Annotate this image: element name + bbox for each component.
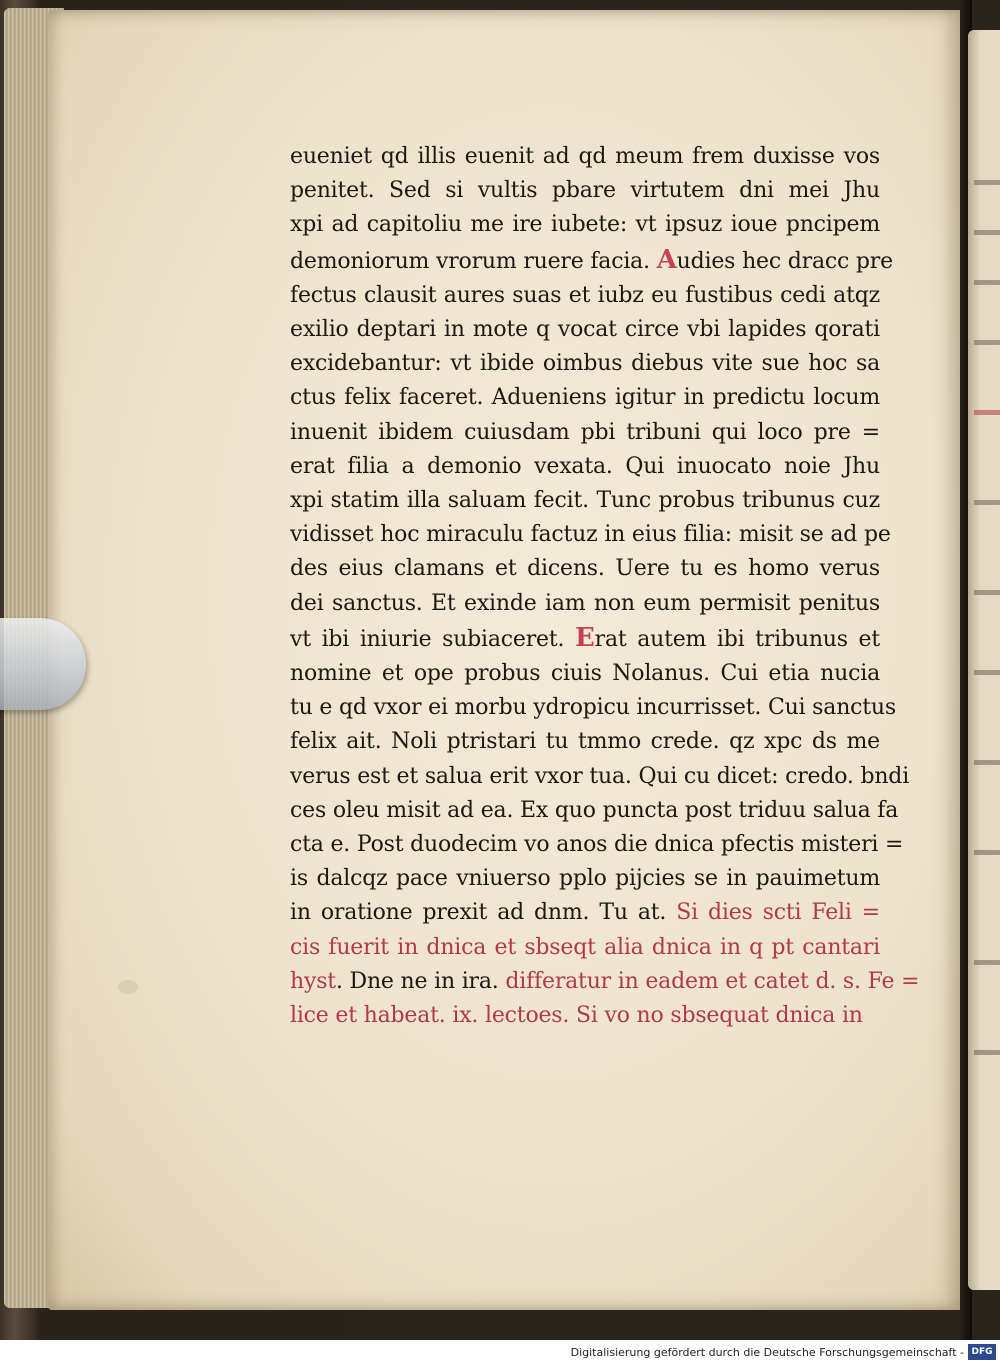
dfg-logo-icon: DFG: [968, 1344, 996, 1360]
text-line: [290, 518, 891, 552]
text-segment: ctus felix faceret. Adueniens igitur in predictu locum: [290, 385, 880, 411]
footer-bar: [0, 1340, 1000, 1365]
text-segment: ces oleu misit ad ea. Ex quo puncta post triduu salua fa: [290, 797, 899, 823]
text-segment: erat filia a demonio vexata. Qui inuocato noie Jhu: [290, 453, 880, 479]
text-segment: . Dne ne in ira.: [335, 968, 506, 994]
rubric-text: lice et habeat. ix. lectoes. Si vo no sbsequat dnica in: [290, 1003, 863, 1029]
text-segment: inuenit ibidem cuiusdam pbi tribuni qui loco pre =: [290, 419, 880, 445]
text-segment: verus est et salua erit vxor tua. Qui cu dicet: credo. bndi: [290, 763, 910, 789]
text-segment: eueniet qd illis euenit ad qd meum frem duxisse vos: [290, 144, 880, 169]
text-line: [290, 416, 880, 450]
text-segment: is dalcqz pace vniuerso pplo pijcies se in pauimetum: [290, 866, 880, 892]
text-line: [290, 828, 904, 862]
rubricated-initial: A: [656, 244, 677, 275]
text-segment: rat autem ibi tribunus et: [594, 626, 881, 652]
text-segment: exilio deptari in mote q vocat circe vbi lapides qorati: [290, 317, 880, 343]
text-segment: xpi statim illa saluam fecit. Tunc probus tribunus cuz: [290, 488, 880, 514]
text-line: [290, 347, 880, 381]
page-text: [290, 140, 920, 1033]
text-segment: udies hec dracc pre: [676, 248, 893, 274]
text-line: [290, 279, 880, 313]
text-line: [290, 381, 880, 415]
text-line: [290, 313, 880, 347]
text-line: [290, 862, 880, 896]
text-segment: excidebantur: vt ibide oimbus diebus vite sue hoc sa: [290, 351, 880, 377]
text-segment: penitet. Sed si vultis pbare virtutem dni mei Jhu: [290, 178, 880, 204]
text-segment: nomine et ope probus ciuis Nolanus. Cui etia nucia: [290, 661, 880, 687]
paper-stain: [118, 980, 138, 994]
text-segment: fectus clausit aures suas et iubz eu fustibus cedi atqz: [290, 282, 880, 308]
text-line: [290, 760, 910, 794]
text-line: [290, 621, 880, 657]
text-segment: demoniorum vrorum ruere facia.: [290, 248, 657, 274]
text-line: [290, 999, 880, 1033]
text-line: [290, 174, 880, 208]
text-line: [290, 243, 893, 279]
text-line: [290, 657, 880, 691]
text-segment: xpi ad capitoliu me ire iubete: vt ipsuz ioue pncipem: [290, 212, 880, 238]
text-line: [290, 794, 899, 828]
rubric-text: hyst: [290, 968, 336, 994]
text-segment: tu e qd vxor ei morbu ydropicu incurrisset. Cui sanctus: [290, 695, 896, 721]
text-segment: dei sanctus. Et exinde iam non eum permisit penitus: [290, 590, 880, 616]
text-line: [290, 587, 880, 621]
text-segment: des eius clamans et dicens. Uere tu es homo verus: [290, 556, 880, 582]
text-segment: felix ait. Noli ptristari tu tmmo crede. qz xpc ds me: [290, 729, 880, 755]
funding-notice: Digitalisierung gefördert durch die Deutsche Forschungsgemeinschaft -: [570, 1346, 964, 1359]
text-segment: cta e. Post duodecim vo anos die dnica pfectis misteri =: [290, 832, 904, 858]
text-line: [290, 691, 896, 725]
text-line: [290, 896, 880, 930]
text-line: [290, 552, 880, 586]
rubric-text: Si dies scti Feli =: [676, 900, 880, 926]
text-line: [290, 484, 880, 518]
rubric-text: differatur in eadem et catet d. s. Fe =: [505, 968, 920, 994]
text-segment: vt ibi iniurie subiaceret.: [290, 626, 576, 652]
rubricated-initial: E: [575, 622, 595, 653]
text-line: [290, 965, 920, 999]
text-line: [290, 208, 880, 242]
next-page-edge: [968, 30, 1000, 1290]
text-line: [290, 450, 880, 484]
text-segment: vidisset hoc miraculu factuz in eius filia: misit se ad pe: [290, 522, 891, 548]
text-line: [290, 140, 880, 174]
text-segment: in oratione prexit ad dnm. Tu at.: [290, 900, 677, 926]
text-line: [290, 931, 880, 965]
rubric-text: cis fuerit in dnica et sbseqt alia dnica in q pt cantari: [290, 934, 880, 960]
text-line: [290, 725, 880, 759]
